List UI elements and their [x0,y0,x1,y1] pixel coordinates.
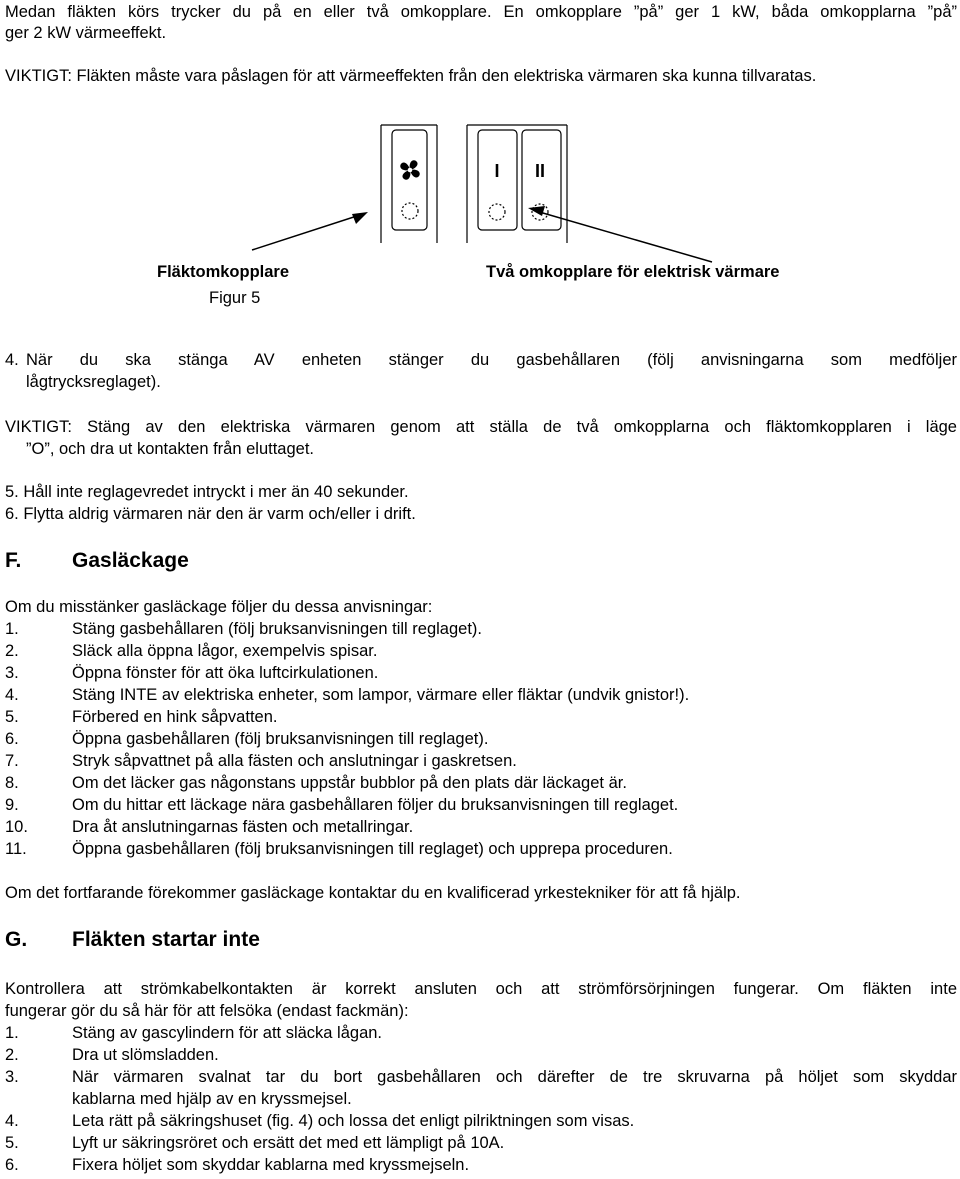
list-item-number: 3. [5,1068,19,1086]
list-item-number: 2. [5,642,19,660]
list-item-number: 2. [5,1046,19,1064]
list-item: Om du hittar ett läckage nära gasbehållaren följer du bruksanvisningen till reglaget. [72,796,679,814]
section-f-intro: Om du misstänker gasläckage följer du dessa anvisningar: [5,598,433,616]
intro-line-1: Medan fläkten körs trycker du på en eller två omkopplare. En omkopplare ”på” ger 1 kW, båda omkopplarna ”på” [5,3,957,21]
list-item-number: 6. [5,1156,19,1174]
fan-icon [400,160,419,179]
list-item: Öppna gasbehållaren (följ bruksanvisningen till reglaget). [72,730,489,748]
list-item: Leta rätt på säkringshuset (fig. 4) och lossa det enligt pilriktningen som visas. [72,1112,635,1130]
section-f-letter: F. [5,549,22,572]
list-item: Fixera höljet som skyddar kablarna med kryssmejseln. [72,1156,470,1174]
fan-switch-label: Fläktomkopplare [157,263,290,281]
list-item-continuation: kablarna med hjälp av en kryssmejsel. [72,1090,352,1108]
list-item-number: 11. [5,840,27,858]
heater-arrow-head [528,206,545,216]
list-item-number: 7. [5,752,19,770]
list-item-number: 1. [5,620,19,638]
list-item: Stryk såpvattnet på alla fästen och anslutningar i gaskretsen. [72,752,517,770]
list-item-number: 5. [5,1134,19,1152]
heater-switches-label: Två omkopplare för elektrisk värmare [486,263,780,281]
section-g-heading [5,927,260,953]
fan-switch-rocker [392,130,427,230]
list-item: Öppna gasbehållaren (följ bruksanvisningen till reglaget) och upprepa proceduren. [72,840,673,858]
list-item: Lyft ur säkringsröret och ersätt det med ett lämpligt på 10A. [72,1134,505,1152]
section-f-heading [5,548,189,574]
list-item: Dra åt anslutningarnas fästen och metallringar. [72,818,414,836]
list-item: Stäng av gascylindern för att släcka lågan. [72,1024,383,1042]
heater-switch-2-label: II [534,161,546,181]
list-item: Dra ut slömsladden. [72,1046,219,1064]
section-f-title: Gasläckage [72,549,189,572]
item-4-line-2: lågtrycksreglaget). [26,373,161,391]
list-item: Stäng INTE av elektriska enheter, som lampor, värmare eller fläktar (undvik gnistor!). [72,686,690,704]
section-g-intro-line-2: fungerar gör du så här för att felsöka (endast fackmän): [5,1002,409,1020]
list-item: Släck alla öppna lågor, exempelvis spisar. [72,642,378,660]
intro-important: VIKTIGT: Fläkten måste vara påslagen för att värmeeffekten från den elektriska värmaren ska kunna tillvaratas. [5,67,817,85]
section-g-intro-line-1: Kontrollera att strömkabelkontakten är korrekt ansluten och att strömförsörjningen fungerar. Om fläkten inte [5,980,957,998]
fan-arrow-head [352,212,368,224]
section-g-letter: G. [5,928,28,951]
list-item-number: 1. [5,1024,19,1042]
item-4-line-1: När du ska stänga AV enheten stänger du gasbehållaren (följ anvisningarna som medföljer [26,351,957,369]
figure-caption: Figur 5 [209,289,261,307]
list-item-number: 9. [5,796,19,814]
list-item-number: 4. [5,1112,19,1130]
list-item: Förbered en hink såpvatten. [72,708,278,726]
list-item-number: 3. [5,664,19,682]
section-g-title: Fläkten startar inte [72,928,260,951]
shutdown-item-5: 5. Håll inte reglagevredet intryckt i mer än 40 sekunder. [5,483,409,501]
list-item-number: 8. [5,774,19,792]
list-item-number: 5. [5,708,19,726]
fan-switch-indicator [402,203,418,219]
fan-switch-arrow [252,214,363,250]
intro-line-2: ger 2 kW värmeeffekt. [5,24,167,42]
switch-panel-figure [0,0,960,320]
heater-switch-1-indicator [489,204,505,220]
shutdown-item-6: 6. Flytta aldrig värmaren när den är varm och/eller i drift. [5,505,416,523]
list-item: Stäng gasbehållaren (följ bruksanvisningen till reglaget). [72,620,482,638]
heater-switch-1-label: I [494,161,500,181]
item-4-number: 4. [5,351,19,369]
list-item-number: 6. [5,730,19,748]
heater-switch-arrow [536,211,712,262]
section-f-note: Om det fortfarande förekommer gasläckage kontaktar du en kvalificerad yrkestekniker för att få hjälp. [5,884,741,902]
shutdown-important-line-2: ”O”, och dra ut kontakten från eluttaget. [26,440,314,458]
list-item: Om det läcker gas någonstans uppstår bubblor på den plats där läckaget är. [72,774,627,792]
list-item-number: 10. [5,818,28,836]
shutdown-important-line-1: VIKTIGT: Stäng av den elektriska värmaren genom att ställa de två omkopplarna och fläktomkopplaren i läge [5,418,957,436]
list-item-number: 4. [5,686,19,704]
list-item: När värmaren svalnat tar du bort gasbehållaren och därefter de tre skruvarna på höljet som skyddar [72,1068,957,1086]
list-item: Öppna fönster för att öka luftcirkulationen. [72,664,379,682]
